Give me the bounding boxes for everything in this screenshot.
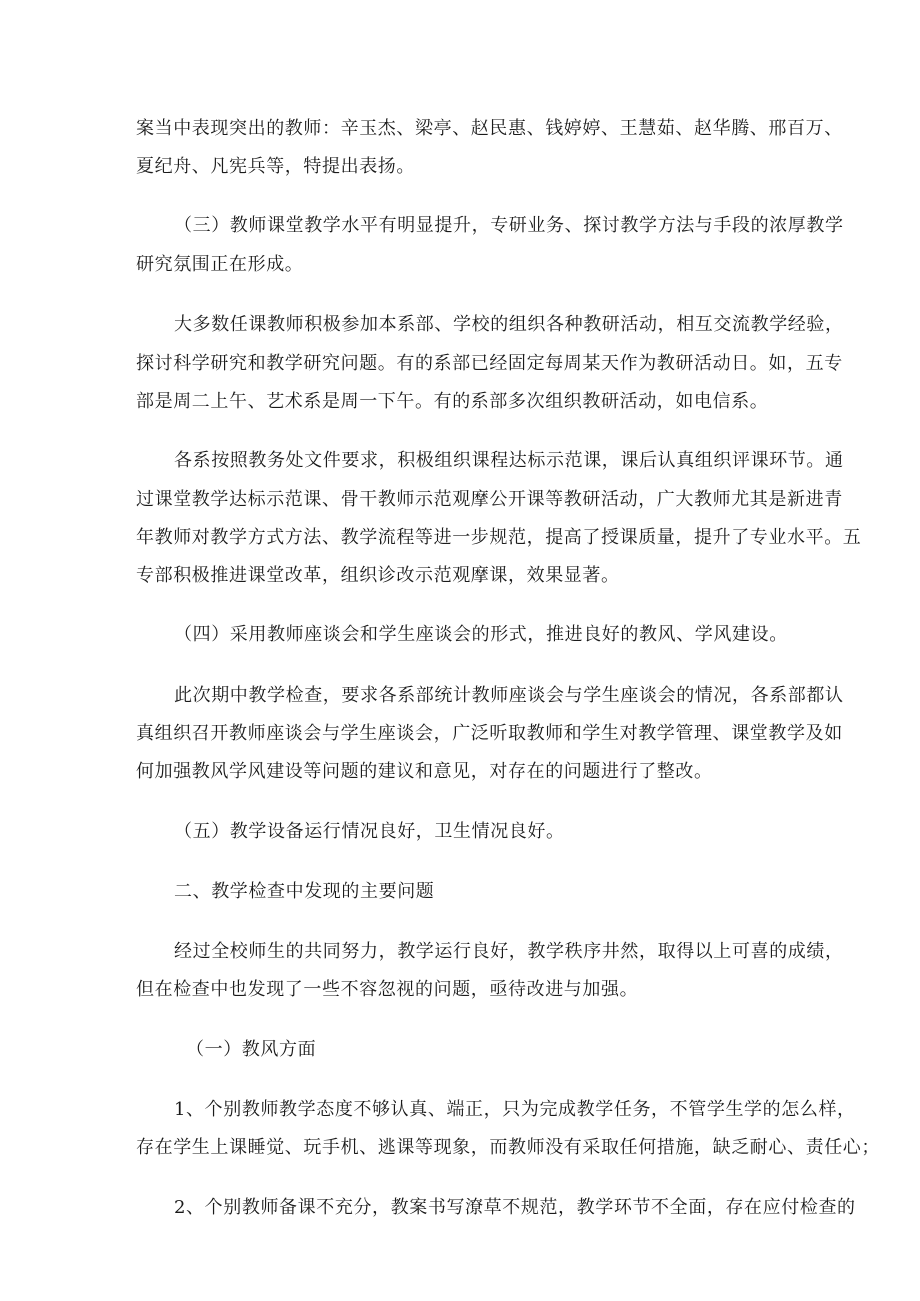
text-line: 何加强教风学风建设等问题的建议和意见，对存在的问题进行了整改。 [136, 761, 713, 782]
text-line: 专部积极推进课堂改革，组织诊改示范观摩课，效果显著。 [136, 565, 620, 586]
text-line: 年教师对教学方式方法、教学流程等进一步规范，提高了授课质量，提升了专业水平。五 [136, 527, 862, 548]
text-line: 过课堂教学达标示范课、骨干教师示范观摩公开课等教研活动，广大教师尤其是新进青 [136, 489, 843, 510]
text-line: 探讨科学研究和教学研究问题。有的系部已经固定每周某天作为教研活动日。如，五专 [136, 353, 843, 374]
text-line: 经过全校师生的共同努力，教学运行良好，教学秩序井然，取得以上可喜的成绩， [174, 941, 844, 962]
text-line: 大多数任课教师积极参加本系部、学校的组织各种教研活动，相互交流教学经验， [174, 314, 844, 335]
text-line: 2、个别教师备课不充分，教案书写潦草不规范，教学环节不全面，存在应付检查的 [174, 1197, 856, 1218]
text-line: 1、个别教师教学态度不够认真、端正，只为完成教学任务，不管学生学的怎么样， [174, 1099, 856, 1120]
text-line: 存在学生上课睡觉、玩手机、逃课等现象，而教师没有采取任何措施，缺乏耐心、责任心； [136, 1137, 880, 1158]
part-heading: 二、教学检查中发现的主要问题 [174, 881, 435, 902]
section-heading: （五）教学设备运行情况良好，卫生情况良好。 [174, 821, 565, 842]
section-heading: （四）采用教师座谈会和学生座谈会的形式，推进良好的教风、学风建设。 [174, 624, 788, 645]
text-line: 案当中表现突出的教师：辛玉杰、梁亭、赵民惠、钱婷婷、王慧茹、赵华腾、邢百万、 [136, 118, 843, 139]
subsection-heading: （一）教风方面 [186, 1039, 317, 1060]
text-line: 各系按照教务处文件要求，积极组织课程达标示范课，课后认真组织评课环节。通 [174, 450, 844, 471]
text-line: 真组织召开教师座谈会与学生座谈会，广泛听取教师和学生对教学管理、课堂教学及如 [136, 723, 843, 744]
section-heading: （三）教师课堂教学水平有明显提升，专研业务、探讨教学方法与手段的浓厚教学 [174, 215, 844, 236]
text-line: 部是周二上午、艺术系是周一下午。有的系部多次组织教研活动，如电信系。 [136, 391, 769, 412]
text-line: 夏纪舟、凡宪兵等，特提出表扬。 [136, 156, 415, 177]
text-line: 此次期中教学检查，要求各系部统计教师座谈会与学生座谈会的情况，各系部都认 [174, 685, 844, 706]
section-heading: 研究氛围正在形成。 [136, 254, 304, 275]
text-line: 但在检查中也发现了一些不容忽视的问题，亟待改进与加强。 [136, 979, 639, 1000]
